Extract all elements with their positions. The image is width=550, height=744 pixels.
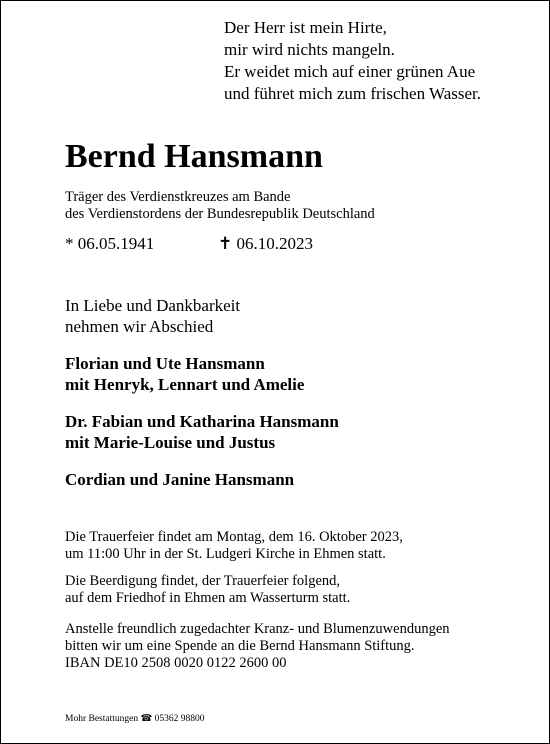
notice-line: Anstelle freundlich zugedachter Kranz- und Blumenzuwendungen <box>65 621 450 637</box>
notice-line: bitten wir um eine Spende an die Bernd Hansmann Stiftung. <box>65 638 415 654</box>
death-date: ✝ 06.10.2023 <box>218 234 313 253</box>
funeral-service-notice <box>65 529 403 563</box>
notice-line: auf dem Friedhof in Ehmen am Wasserturm statt. <box>65 590 351 606</box>
family-line: mit Marie-Louise und Justus <box>65 433 276 452</box>
family-line: mit Henryk, Lennart und Amelie <box>65 375 305 394</box>
family-group <box>65 353 304 395</box>
deceased-name: Bernd Hansmann <box>65 138 323 175</box>
birth-date: * 06.05.1941 <box>65 234 155 253</box>
family-group <box>65 411 339 453</box>
psalm-line: Er weidet mich auf einer grünen Aue <box>224 62 476 81</box>
donation-notice <box>65 621 450 672</box>
intro-line: nehmen wir Abschied <box>65 317 214 336</box>
psalm-quote <box>224 17 481 105</box>
honor-line: des Verdienstordens der Bundesrepublik Deutschland <box>65 206 375 222</box>
family-line: Dr. Fabian und Katharina Hansmann <box>65 412 339 431</box>
farewell-intro <box>65 295 240 337</box>
notice-line: Die Beerdigung findet, der Trauerfeier folgend, <box>65 573 341 589</box>
family-line: Florian und Ute Hansmann <box>65 354 265 373</box>
psalm-line: und führet mich zum frischen Wasser. <box>224 84 482 103</box>
notice-line: Die Trauerfeier findet am Montag, dem 16. Oktober 2023, <box>65 529 403 545</box>
family-line: Cordian und Janine Hansmann <box>65 470 295 489</box>
funeral-home-footer: Mohr Bestattungen ☎ 05362 98800 <box>65 714 205 724</box>
psalm-line: mir wird nichts mangeln. <box>224 40 395 59</box>
notice-line: um 11:00 Uhr in der St. Ludgeri Kirche in Ehmen statt. <box>65 546 386 562</box>
burial-notice <box>65 573 350 607</box>
psalm-line: Der Herr ist mein Hirte, <box>224 18 387 37</box>
honor-line: Träger des Verdienstkreuzes am Bande <box>65 189 291 205</box>
honor-text <box>65 189 375 223</box>
family-group <box>65 469 294 490</box>
iban-line: IBAN DE10 2508 0020 0122 2600 00 <box>65 655 287 671</box>
intro-line: In Liebe und Dankbarkeit <box>65 296 241 315</box>
